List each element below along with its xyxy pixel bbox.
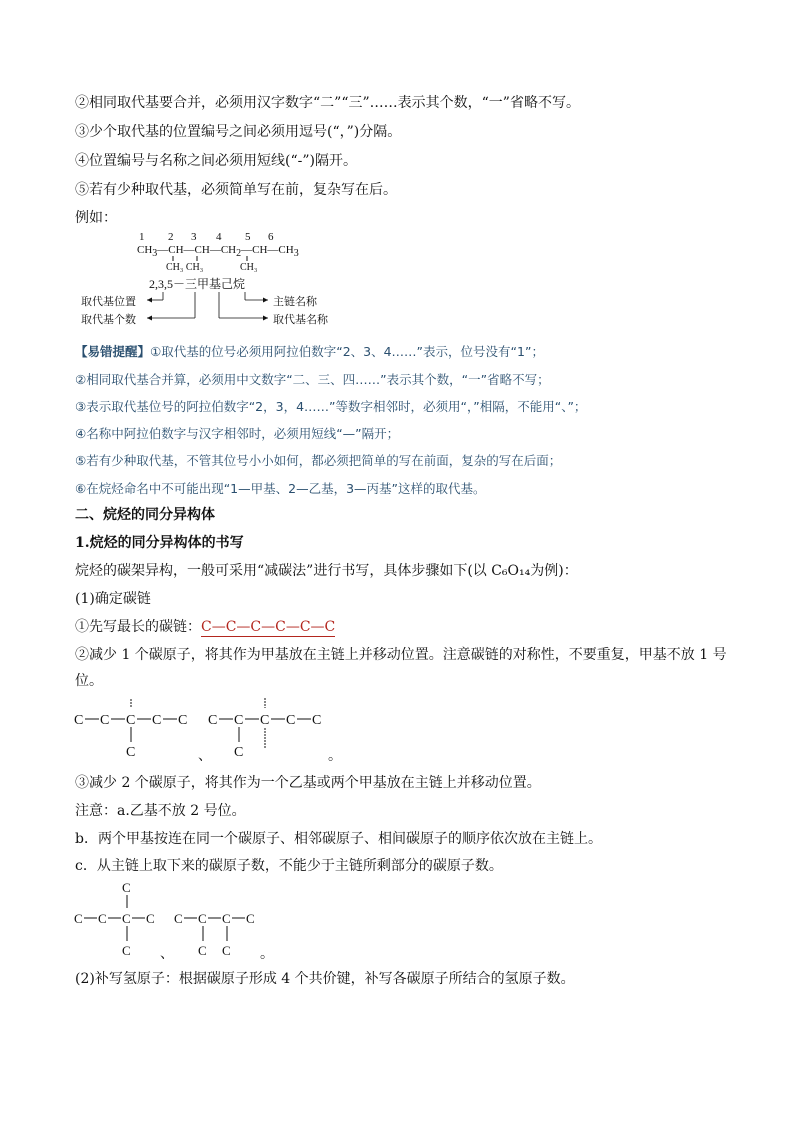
tip-4: ④名称中阿拉伯数字与汉字相邻时，必须用短线“—”隔开；: [75, 426, 400, 441]
svg-text:C: C: [152, 713, 162, 728]
svg-text:C: C: [126, 713, 136, 728]
step-1a: ①先写最长的碳链：C—C—C—C—C—C: [75, 619, 336, 635]
tip-2: ②相同取代基合并算，必须用中文数字“二、三、四……”表示其个数，“一”省略不写；: [75, 372, 550, 387]
rule-4: ④位置编号与名称之间必须用短线(“-”)隔开。: [75, 153, 357, 169]
longest-chain: C—C—C—C—C—C: [201, 619, 336, 635]
subsection-title: 1.烷烃的同分异构体的书写: [75, 535, 244, 551]
step-1c: ③减少 2 个碳原子，将其作为一个乙基或两个甲基放在主链上并移动位置。: [75, 775, 541, 791]
svg-text:C: C: [178, 713, 188, 728]
chain-number: 4: [216, 231, 222, 243]
example-label: 例如：: [75, 210, 117, 226]
naming-diagram: [75, 228, 375, 333]
svg-text:C: C: [312, 713, 322, 728]
svg-text:C: C: [74, 911, 83, 926]
step-2: (2)补写氢原子：根据碳原子形成 4 个共价键，补写各碳原子所结合的氢原子数。: [75, 971, 575, 987]
label-substituent-position: 取代基位置: [81, 296, 136, 308]
svg-text:C: C: [122, 911, 131, 926]
dimethyl-isomers: [70, 876, 290, 962]
svg-text:C: C: [222, 943, 231, 958]
tip-1: 【易错提醒】①取代基的位号必须用阿拉伯数字“2、3、4……”表示，位号没有“1”；: [75, 344, 544, 359]
rule-2: ②相同取代基要合并，必须用汉字数字“二”“三”……表示其个数，“一”省略不写。: [75, 95, 580, 111]
tip-5: ⑤若有少种取代基，不管其位号小小如何，都必须把简单的写在前面，复杂的写在后面；: [75, 453, 562, 468]
rule-5: ⑤若有少种取代基，必须简单写在前，复杂写在后。: [75, 182, 397, 198]
methyl-isomers: [70, 694, 360, 770]
separator: 、: [160, 947, 174, 962]
section-title: 二、烷烃的同分异构体: [75, 507, 215, 523]
label-substituent-name: 取代基名称: [273, 314, 328, 326]
note-b: b．两个甲基按连在同一个碳原子、相邻碳原子、相间碳原子的顺序依次放在主链上。: [75, 831, 602, 847]
intro-text: 烷烃的碳架异构，一般可采用“减碳法”进行书写，具体步骤如下(以 C₆O₁₄为例)：: [75, 563, 578, 579]
step-1: (1)确定碳链: [75, 591, 151, 607]
tip-3: ③表示取代基位号的阿拉伯数字“2，3，4……”等数字相邻时，必须用“，”相隔，不能用“、”；: [75, 399, 587, 414]
svg-text:C: C: [222, 911, 231, 926]
svg-text:C: C: [198, 943, 207, 958]
svg-text:C: C: [286, 713, 296, 728]
branch-methyl: CH₃: [240, 262, 258, 273]
svg-text:C: C: [100, 713, 110, 728]
svg-text:C: C: [122, 880, 131, 895]
svg-text:C: C: [234, 713, 244, 728]
svg-text:C: C: [126, 745, 136, 760]
svg-text:C: C: [74, 713, 84, 728]
note-c: c．从主链上取下来的碳原子数，不能少于主链所剩部分的碳原子数。: [75, 858, 503, 874]
main-chain-formula: CH3—CH—CH—CH2—CH—CH3: [137, 244, 299, 259]
svg-text:C: C: [122, 943, 131, 958]
svg-text:C: C: [146, 911, 155, 926]
svg-text:C: C: [260, 713, 270, 728]
branch-methyls: CH₃ CH₃: [166, 262, 204, 273]
chain-number: 6: [268, 231, 274, 243]
step-1b: ②减少 1 个碳原子，将其作为甲基放在主链上并移动位置。注意碳链的对称性，不要重复，甲基不放 1 号位。: [75, 647, 727, 689]
label-main-chain: 主链名称: [273, 296, 317, 308]
svg-text:C: C: [234, 745, 244, 760]
chain-number: 1: [139, 231, 145, 243]
chain-number: 3: [191, 231, 197, 243]
compound-name: 2,3,5－三甲基己烷: [149, 277, 246, 291]
separator: 、: [198, 749, 212, 764]
svg-text:C: C: [246, 911, 255, 926]
period: 。: [328, 749, 342, 764]
svg-text:C: C: [174, 911, 183, 926]
svg-text:C: C: [98, 911, 107, 926]
svg-text:C: C: [208, 713, 218, 728]
chain-number: 2: [168, 231, 174, 243]
tip-6: ⑥在烷烃命名中不可能出现“1—甲基、2—乙基，3—丙基”这样的取代基。: [75, 481, 486, 496]
note-a: 注意：a.乙基不放 2 号位。: [75, 803, 246, 819]
chain-number: 5: [245, 231, 251, 243]
rule-3: ③少个取代基的位置编号之间必须用逗号(“，”)分隔。: [75, 124, 402, 140]
period: 。: [260, 947, 274, 962]
label-substituent-count: 取代基个数: [81, 314, 136, 326]
svg-text:C: C: [198, 911, 207, 926]
